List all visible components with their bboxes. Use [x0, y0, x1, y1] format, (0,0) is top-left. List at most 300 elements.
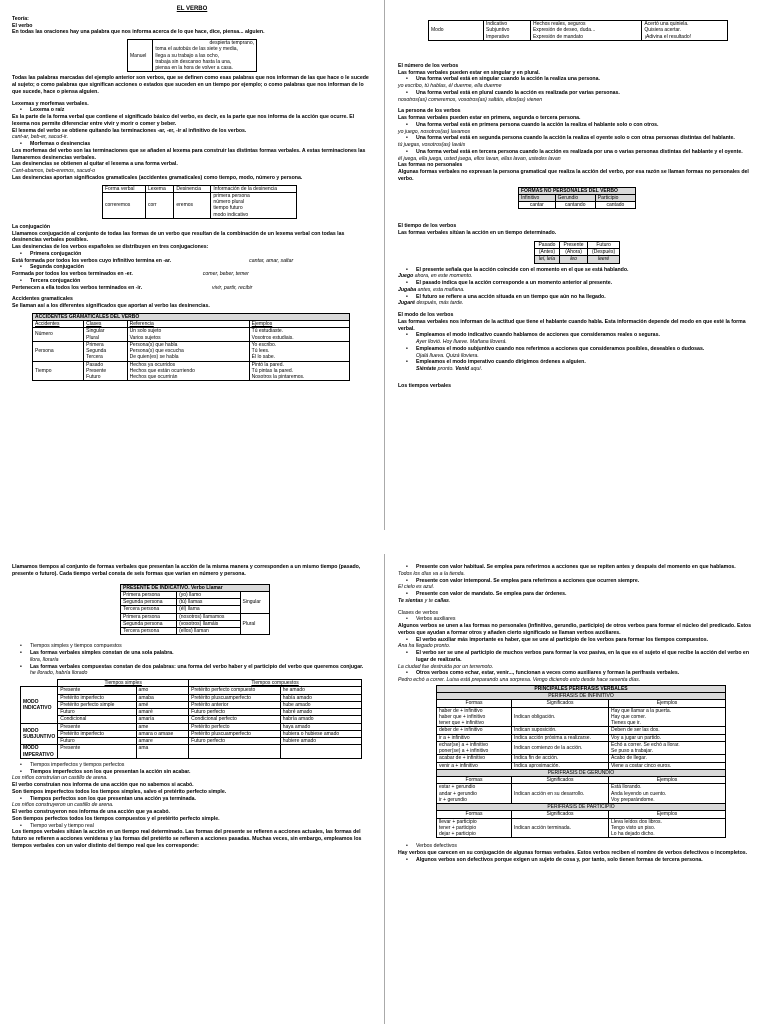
- acc-name: Persona: [33, 341, 84, 361]
- otros-bullet: • Otros verbos como echar, estar, venir..., funcionan a veces como auxiliares y forman la perífrasis verbales.: [398, 670, 756, 677]
- tiempo-cell: leeré: [588, 256, 620, 263]
- acc-ej: Tú estudiaste.: [251, 328, 284, 335]
- tense-name: Pretérito anterior: [189, 701, 281, 708]
- tense-form: hubiera o hubiese amado: [280, 730, 361, 737]
- perifrasis-col-header: Ejemplos: [609, 777, 726, 784]
- modo-desc: Expresión de deseo, duda...: [532, 27, 596, 34]
- tense-name: Presente: [58, 723, 136, 730]
- p4-example-1: Todos los días va a la tienda.: [398, 570, 466, 577]
- pres-forma: (tú) llamas: [177, 599, 240, 606]
- tiempos-table-body: [21, 687, 362, 759]
- tense-form: amaba: [136, 694, 189, 701]
- acc-col-header: Accidentes: [33, 321, 84, 328]
- t-example-1: [398, 273, 756, 280]
- intro-text: En todas las oraciones hay una palabra que nos informa acerca de lo que hace, dice, piensa... alguien.: [12, 29, 265, 36]
- per-heading: La persona de los verbos: [398, 108, 461, 115]
- manuel-table: [127, 39, 257, 72]
- cell-line: acabar de + infinitivo: [439, 755, 486, 762]
- acc-ej: Él lo sabe.: [251, 354, 275, 361]
- no-personales-table: [518, 187, 636, 210]
- lexema-text-2: El lexema del verbo se obtiene quitando las terminaciones -ar, -er, -ir al infinitivo de los verbos.: [12, 127, 247, 134]
- cell-line: Deben de ser las dos.: [611, 727, 660, 734]
- np-header: Infinitivo: [519, 194, 556, 201]
- cell-line: Acabo de llegar.: [611, 755, 647, 762]
- perifrasis-ejemplo: [609, 755, 726, 762]
- modo-table: [428, 20, 728, 41]
- cell-line: Hay que comer.: [611, 713, 647, 720]
- cell-line: echar(se) a + infinitivo: [439, 741, 489, 748]
- morfemas-example: Cant-abamos, beb-eremos, sacud-o: [12, 168, 96, 175]
- lexema-heading: • Lexema o raíz: [12, 107, 372, 114]
- page-divider: [384, 554, 385, 1024]
- table-row: [437, 755, 726, 762]
- perifrasis-col-header: Formas: [437, 777, 512, 784]
- conj2-example: comer, beber, temer: [202, 271, 249, 278]
- conj-text-2: Las desinencias de los verbos españoles se distribuyen en tres conjugaciones:: [12, 244, 209, 251]
- pres-forma: (ellos) llaman: [177, 628, 240, 635]
- cell-line: Tienes que ir.: [611, 720, 641, 726]
- tsc-example-2: he llorado, habría llorado: [30, 670, 88, 677]
- manuel-line: trabaja sin descanso hasta la una,: [155, 58, 232, 65]
- cell-line: Indica aproximación.: [514, 762, 560, 769]
- tip-text-2: Son tiempos imperfectos todos los tiempos simples, salvo el pretérito perfecto simple.: [12, 788, 227, 795]
- t-example-3: [398, 300, 756, 307]
- el-verbo-heading: El verbo: [12, 22, 33, 29]
- modo-name: Subjuntivo: [486, 27, 510, 34]
- p4-example-rest: y te: [423, 597, 435, 604]
- table-row: [21, 723, 362, 730]
- acc-col-header: Referencia: [127, 321, 249, 328]
- cell-line: Lo ha dejado dicho.: [611, 831, 655, 837]
- pres-persona: Primera persona: [121, 591, 177, 598]
- cell-line: Echó a correr. Se echó a llorar.: [611, 741, 680, 748]
- page-4: [386, 554, 768, 1024]
- acc-ref: Un solo sujeto: [129, 328, 162, 335]
- perifrasis-section-header: PERÍFRASIS DE PARTICIPIO: [437, 804, 726, 811]
- m-example-rest: pronto.: [436, 366, 456, 372]
- tense-name: Pretérito imperfecto: [58, 730, 136, 737]
- np-header: Gerundio: [555, 194, 595, 201]
- morfemas-text-3: Las desinencias aportan significados gramaticales (accidentes gramaticales) como tiempo, modo, número y persona.: [12, 174, 303, 181]
- ser-example: La ciudad fue destruida por un terremoto.: [398, 663, 494, 670]
- t-example-verb: Jugaré: [398, 300, 416, 307]
- page-2: [386, 0, 768, 530]
- perifrasis-ejemplo: [609, 707, 726, 727]
- conj1-heading: • Primera conjugación: [12, 251, 372, 258]
- forma-info-line: tiempo futuro: [213, 205, 243, 212]
- pres-persona: Primera persona: [121, 613, 177, 620]
- tense-name: Pretérito imperfecto: [58, 694, 136, 701]
- perifrasis-forma: [437, 727, 512, 734]
- page-gap: [0, 530, 768, 554]
- tiempo-header: Futuro: [588, 241, 620, 248]
- cell-line: haber que + infinitivo: [439, 713, 486, 720]
- tip-text-4: Son tiempos perfectos todos los tiempos compuestos y el pretérito perfecto simple.: [12, 815, 220, 822]
- tip-bullet-2: • Tiempos perfectos son los que presentan una acción ya terminada.: [12, 796, 372, 803]
- tip-example-2: Los niños construyeron un castillo de arena.: [12, 802, 114, 809]
- m-example-2: Ojalá llueva. Quizá lloviera.: [416, 352, 479, 359]
- forma-header: Desinencia: [174, 185, 211, 192]
- conj3-text: [12, 285, 372, 292]
- forma-info-line: modo indicativo: [213, 211, 249, 218]
- cell-line: llevar + participio: [439, 818, 477, 825]
- pres-forma: (nosotros) llamamos: [177, 613, 240, 620]
- tense-name: Pretérito perfecto: [189, 723, 281, 730]
- tip-example-1: Los niños construían un castillo de arena.: [12, 775, 108, 782]
- per-text: Las formas verbales pueden estar en primera, segunda o tercera persona.: [398, 115, 581, 121]
- perifrasis-col-header: Significados: [512, 777, 609, 784]
- tvr-heading: • Tiempo verbal y tiempo real: [12, 823, 372, 830]
- acc-ej: Pintó la pared.: [251, 361, 284, 368]
- para-1: Todas las palabras marcadas del ejemplo anterior son verbos, que se definen como esas palabras que nos informan de las que hace o le sucede al sujeto; o como palabras que significan acciones o estados que suceden en un tiempo por ejemplo; o como palabras que nos informan de lo que sucede, hace o piensa alguien.: [12, 75, 369, 95]
- t-example-2: [398, 287, 756, 294]
- modo-cell: MODO IMPERATIVO: [21, 745, 58, 759]
- peri-table-wrap: [436, 685, 756, 839]
- table-row: [437, 727, 726, 734]
- acc-ref: Persona(s) que habla: [129, 341, 178, 348]
- acc-heading: Accidentes gramaticales: [12, 296, 73, 303]
- morfemas-text-2: Las desinencias se obtienen al quitar el lexema a una forma verbal.: [12, 161, 178, 168]
- tense-form: [280, 745, 361, 759]
- perifrasis-significado: [512, 762, 609, 769]
- t-example-verb: Juego: [398, 273, 414, 280]
- acc-clase: Presente: [86, 367, 107, 374]
- tip-text-1: El verbo construían nos informa de una acción que no sabemos si acabó.: [12, 782, 194, 788]
- perifrasis-ejemplo: [609, 762, 726, 769]
- teoria-label: Teoría:: [12, 15, 29, 22]
- tense-form: haya amado: [280, 723, 361, 730]
- perifrasis-section-header: PERÍFRASIS DE GERUNDIO: [437, 769, 726, 776]
- p4-bullet-2: • Presente con valor intemporal. Se emplea para referirnos a acciones que ocurren siempre.: [398, 578, 756, 585]
- haber-example: Ana ha llegado pronto.: [398, 643, 451, 650]
- table-row: [21, 738, 362, 745]
- def-heading: • Verbos defectivos: [398, 843, 756, 850]
- lexema-example: cant-ar, beb-er, sacud-ir.: [12, 134, 69, 141]
- forma-header: Lexema: [145, 185, 173, 192]
- acc-ej: Yo escribo.: [251, 341, 277, 348]
- manuel-line: toma el autobús de las siete y media,: [155, 46, 238, 53]
- tense-name: Pretérito pluscuamperfecto: [189, 730, 281, 737]
- acc-clase: Tercera: [86, 354, 103, 361]
- tiempo-sub: (Después): [588, 249, 620, 256]
- manuel-lines: [153, 40, 257, 72]
- acc-ref: Hechos que ocurrirán: [129, 374, 178, 381]
- nopers-text: Algunas formas verbales no expresan la persona gramatical que realiza la acción del verbo, por esa razón se llaman formas no personales del verbo.: [398, 169, 749, 182]
- m-example-rest: aquí.: [469, 366, 483, 372]
- tsc-bullet-2: • Las formas verbales compuestas constan de dos palabras: una forma del verbo haber y el participio del verbo que queremos conjugar.: [12, 664, 372, 671]
- acc-clase: Futuro: [86, 374, 101, 381]
- table-row: [437, 784, 726, 804]
- cell-line: poner(se) a + infinitivo: [439, 748, 489, 754]
- np-cell: cantar: [519, 202, 556, 209]
- modo-ej: Quisiera acertar.: [644, 27, 682, 34]
- aux-heading: • Verbos auxiliares: [398, 616, 756, 623]
- def-bullet: • Algunos verbos son defectivos porque exigen un sujeto de cosa y, por tanto, solo tienen formas de tercera persona.: [398, 857, 756, 864]
- cell-line: Indican suposición.: [514, 727, 557, 734]
- tense-name: Pretérito perfecto simple: [58, 701, 136, 708]
- conj2-desc: Formada por todos los verbos terminados en -er.: [12, 271, 133, 278]
- aux-text: Algunos verbos se unen a las formas no personales (infinitivo, gerundio, participio) de otros verbos para formar el núcleo del predicado. Estos verbos que ayudan a formar otros y añaden cierto significado se llaman verbos auxiliares.: [398, 623, 752, 636]
- forma-info: [211, 192, 297, 218]
- perifrasis-col-header: Ejemplos: [609, 811, 726, 818]
- conj2-text: [12, 271, 372, 278]
- cell-line: Indican acción en su desarrollo.: [514, 790, 585, 797]
- cell-line: ir + gerundio: [439, 796, 467, 803]
- manuel-line: piensa en la hora de volver a casa.: [155, 65, 233, 72]
- forma-verbal-table: [102, 185, 297, 219]
- tense-name: Presente: [58, 745, 136, 759]
- tense-name: Presente: [58, 687, 136, 694]
- cell-line: Tengo visto un piso.: [611, 824, 656, 831]
- table-row: [21, 709, 362, 716]
- perifrasis-ejemplo: [609, 818, 726, 838]
- tense-form: amara o amase: [136, 730, 189, 737]
- perifrasis-significado: [512, 818, 609, 838]
- per-bullet-3: • Una forma verbal está en tercera persona cuando la acción es realizada por una o varias personas distintas del hablante y el oyente.: [398, 149, 756, 156]
- perifrasis-section-header: PRINCIPALES PERÍFRASIS VERBALES: [437, 685, 726, 692]
- tense-form: amaría: [136, 716, 189, 723]
- page-1: [0, 0, 384, 530]
- np-cell: cantado: [595, 202, 635, 209]
- acc-ref: Varios sujetos: [129, 334, 161, 341]
- m-example-3: [398, 366, 756, 373]
- cell-line: Anda leyendo un cuento.: [611, 790, 667, 797]
- pres-persona: Tercera persona: [121, 628, 177, 635]
- tense-form: hubiere amado: [280, 738, 361, 745]
- perifrasis-col-header: Ejemplos: [609, 700, 726, 707]
- morfemas-text-1: Los morfemas del verbo son las terminaciones que se añaden al lexema para construir las distintas formas verbales. A estas terminaciones las llamaremos desinencias verbales.: [12, 147, 366, 161]
- per-example-1: yo juego, nosotros(as) lavamos: [398, 128, 471, 135]
- tense-form: había amado: [280, 694, 361, 701]
- tense-form: ame: [136, 723, 189, 730]
- m-bullet-2: • Empleamos el modo subjuntivo cuando nos referimos a acciones que consideramos posibles, deseables o dudosas.: [398, 346, 756, 353]
- tense-name: Futuro perfecto: [189, 709, 281, 716]
- per-bullet-2: • Una forma verbal está en segunda persona cuando la acción la realiza el oyente solo o con otras personas distintas del hablante.: [398, 135, 756, 142]
- forma-header: Forma verbal: [103, 185, 146, 192]
- p4-bullet-1: • Presente con valor habitual. Se emplea para referirnos a acciones que se repiten antes y después del momento en que hablamos.: [398, 564, 756, 571]
- perifrasis-significado: [512, 707, 609, 727]
- modo-cell: MODO SUBJUNTIVO: [21, 723, 58, 745]
- tense-name: Futuro perfecto: [189, 738, 281, 745]
- num-heading: El número de los verbos: [398, 62, 459, 69]
- table-row: [21, 701, 362, 708]
- tv-heading: Los tiempos verbales: [398, 382, 452, 389]
- per-example-2: tú juegas, vosotros(as) laváis: [398, 142, 466, 148]
- perifrasis-col-header: Formas: [437, 811, 512, 818]
- cell-line: Voy a jugar un partido.: [611, 734, 662, 741]
- tiempos-table: [20, 679, 362, 759]
- perifrasis-forma: [437, 741, 512, 755]
- def-text: Hay verbos que carecen en su conjugación de algunas formas verbales. Estos verbos reciben el nombre de verbos defectivos o incompletos.: [398, 850, 748, 856]
- cell-line: Indica acción próxima a realizarse.: [514, 734, 591, 741]
- conj3-example: vivir, partir, recibir: [212, 284, 253, 291]
- tsc-heading: • Tiempos simples y tiempos compuestos: [12, 643, 372, 650]
- num-bullet-2: • Una forma verbal está en plural cuando la acción es realizada por varias personas.: [398, 90, 756, 97]
- perifrasis-forma: [437, 818, 512, 838]
- pres-persona: Segunda persona: [121, 620, 177, 627]
- perifrasis-table: [436, 685, 726, 839]
- cell-line: Se puso a trabajar.: [611, 748, 653, 754]
- modo-name: Indicativo: [486, 21, 508, 27]
- pres-forma: (él) llama: [177, 606, 240, 613]
- perifrasis-table-body: [437, 685, 726, 838]
- perifrasis-ejemplo: [609, 727, 726, 734]
- tiempos-simples-header: Tiempos simples: [58, 680, 189, 687]
- perifrasis-forma: [437, 734, 512, 741]
- tense-form: habría amado: [280, 716, 361, 723]
- table-row: [437, 734, 726, 741]
- modo-cell: MODO INDICATIVO: [21, 687, 58, 723]
- pres-persona: Tercera persona: [121, 606, 177, 613]
- table-row: [21, 716, 362, 723]
- manuel-example: [12, 39, 372, 72]
- tiempos-compuestos-header: Tiempos compuestos: [189, 680, 362, 687]
- pres-caption: PRESENTE DE INDICATIVO. Verbo Llamar: [121, 584, 270, 591]
- m-bullet-1: • Empleamos el modo indicativo cuando hablamos de acciones que consideramos reales o seguras.: [398, 332, 756, 339]
- pres-numero: Singular: [240, 591, 269, 613]
- acc-clase: Primera: [86, 341, 104, 348]
- tense-form: amare: [136, 738, 189, 745]
- big-table-wrap: [20, 679, 372, 759]
- conj-heading: La conjugación: [12, 223, 51, 230]
- manuel-line: despierta temprano,: [209, 40, 254, 47]
- p4-example-verb: callas: [434, 597, 449, 604]
- perifrasis-ejemplo: [609, 734, 726, 741]
- table-row: [21, 694, 362, 701]
- np-header: Participio: [595, 194, 635, 201]
- clases-heading: Clases de verbos: [398, 609, 439, 616]
- tiempo-cell: leo: [559, 256, 587, 263]
- acc-col-header: Ejemplos: [249, 321, 349, 328]
- tense-name: Condicional: [58, 716, 136, 723]
- table-row: [33, 328, 350, 342]
- cell-line: Está llorando.: [611, 784, 642, 791]
- tiempo-text: Las formas verbales sitúan la acción en un tiempo determinado.: [398, 230, 557, 236]
- table-row: [21, 745, 362, 759]
- p4-bullet-3: • Presente con valor de mandato. Se emplea para dar órdenes.: [398, 591, 756, 598]
- cell-line: Indican comienzo de la acción.: [514, 744, 583, 751]
- modo-ej: Acertó una quiniela.: [644, 21, 689, 27]
- tiempo-sub: (Antes): [535, 249, 560, 256]
- t-example-rest: antes, esta mañana.: [416, 286, 465, 293]
- p4-example-2: El cielo es azul.: [398, 584, 435, 591]
- perifrasis-forma: [437, 755, 512, 762]
- np-caption: FORMAS NO PERSONALES DEL VERBO: [519, 187, 636, 194]
- perifrasis-significado: [512, 727, 609, 734]
- tiempo-table: [534, 241, 620, 264]
- num-example-2: nosotros(as) comeremos, vosotros(as) saltáis, ellos(as) vienen: [398, 96, 543, 103]
- tiempo-header: Presente: [559, 241, 587, 248]
- num-text: Las formas verbales pueden estar en singular y en plural.: [398, 69, 540, 76]
- conj3-desc: Pertenecen a ella todos los verbos terminados en -ir.: [12, 284, 143, 291]
- forma-info-line: primera persona: [213, 192, 250, 199]
- forma-cell: corr: [145, 192, 173, 218]
- perifrasis-col-header: Formas: [437, 700, 512, 707]
- cell-line: haber de + infinitivo: [439, 707, 483, 714]
- cell-line: tener + participio: [439, 824, 477, 831]
- cell-line: ir a + infinitivo: [439, 734, 470, 741]
- m-example-verb: Siéntate: [416, 366, 437, 372]
- tip-heading: • Tiempos imperfectos y tiempos perfectos: [12, 762, 372, 769]
- manuel-line: llega a su trabajo a las ocho,: [155, 52, 219, 59]
- acc-ref: Persona(s) que escucha: [129, 348, 184, 355]
- tvr-text: Los tiempos verbales sitúan la acción en un tiempo real determinado. Las formas del presente se refieren a acciones actuales, las formas del futuro se refieren a acciones venideras y las formas del pretérito se refieren a acciones pasadas. Muchas veces, sin embargo, empleamos los tiempos verbales con un valor distinto del tiempo real que les corresponde:: [12, 829, 362, 849]
- otros-example: Pedro echó a correr. Luisa está preparando una sorpresa. Vengo diciendo esto desde hace sesenta días.: [398, 677, 641, 683]
- tense-form: ama: [136, 745, 189, 759]
- table-row: [33, 361, 350, 381]
- modo-desc: Hechos reales, seguros: [532, 21, 586, 27]
- tsc-bullet-1: • Las formas verbales simples constan de una sola palabra.: [12, 650, 372, 657]
- tense-form: habré amado: [280, 709, 361, 716]
- perifrasis-significado: [512, 741, 609, 755]
- conj1-text: [12, 258, 372, 265]
- tiempo-header: Pasado: [535, 241, 560, 248]
- t-bullet-1: • El presente señala que la acción coincide con el momento en el que se está hablando.: [398, 267, 756, 274]
- np-cell: cantando: [555, 202, 595, 209]
- tense-name: Condicional perfecto: [189, 716, 281, 723]
- per-bullet-1: • Una forma verbal está en primera persona cuando la acción la realiza el hablante solo o con otros.: [398, 122, 756, 129]
- tense-name: Futuro: [58, 738, 136, 745]
- tsc-example-1: llora, lloraría: [30, 656, 59, 663]
- p3-intro: Llamamos tiempos al conjunto de formas verbales que presentan la acción de la misma manera y corresponden a un mismo tiempo (pasado, presente o futuro). Cada tiempo verbal consta de seis formas que varían en número y persona.: [12, 564, 361, 577]
- cell-line: Indican acción terminada.: [514, 824, 571, 831]
- perifrasis-col-header: Significados: [512, 700, 609, 707]
- cell-line: estar + gerundio: [439, 784, 476, 791]
- p4-example-3: [398, 598, 756, 605]
- np-table-wrap: [518, 187, 756, 210]
- table-row: [437, 707, 726, 727]
- acc-ej: Nosotros la pintaremos.: [251, 374, 305, 381]
- forma-cell: eremos: [174, 192, 211, 218]
- cell-line: venir a + infinitivo: [439, 762, 478, 769]
- perifrasis-significado: [512, 784, 609, 804]
- tense-form: he amado: [280, 687, 361, 694]
- acc-ref: De quien(es) se habla: [129, 354, 179, 361]
- modo-heading: El modo de los verbos: [398, 312, 454, 318]
- cell-line: dejar + participio: [439, 831, 476, 837]
- tense-name: Pretérito pluscuamperfecto: [189, 694, 281, 701]
- lexema-text-1: Es la parte de la forma verbal que contiene el significado básico del verbo, es decir, es la parte que nos informa de la acción que ocurre. El lexema nos permite diferenciar entre vivir y morir o comer y beber.: [12, 114, 355, 127]
- perifrasis-forma: [437, 707, 512, 727]
- tip-bullet-1: • Tiempos imperfectos son los que presentan la acción sin acabar.: [12, 769, 372, 776]
- modo-desc: Expresión de mandato: [532, 33, 583, 40]
- acc-ref: Hechos ya ocurridos: [129, 361, 176, 368]
- conj-text-1: Llamamos conjugación al conjunto de todas las formas de un verbo que resultan de la combinación de un lexema verbal con todas las desinencias verbales posibles.: [12, 230, 345, 244]
- pres-numero: Plural: [240, 613, 269, 635]
- tiempo-sub: (Ahora): [559, 249, 587, 256]
- table-row: [21, 687, 362, 694]
- t-bullet-3: • El futuro se refiere a una acción situada en un tiempo que aún no ha llegado.: [398, 294, 756, 301]
- modo-label: Modo: [429, 21, 484, 41]
- m-example-verb: Venid: [455, 366, 470, 372]
- tense-name: Pretérito perfecto compuesto: [189, 687, 281, 694]
- tiempo-cell: leí, leía: [535, 256, 560, 263]
- t-example-rest: después, más tarde.: [415, 300, 464, 307]
- haber-bullet: • El verbo auxiliar más importante es haber, que se une al participio de los verbos para formar los tiempos compuestos.: [398, 637, 756, 644]
- pres-table-wrap: [120, 584, 372, 636]
- cell-line: Indican obligación.: [514, 713, 556, 720]
- forma-table-wrap: [102, 185, 372, 219]
- cell-line: Indica fin de acción.: [514, 755, 559, 762]
- acc-ej: Tú lees.: [251, 348, 270, 355]
- acc-clase: Segunda: [86, 348, 107, 355]
- cell-line: Hay que llamar a la puerta.: [611, 707, 672, 714]
- perifrasis-forma: [437, 762, 512, 769]
- ser-bullet: • El verbo ser se une al participio de muchos verbos para formar la voz pasiva, en la que es el sujeto el que recibe la acción del verbo en lugar de realizarla.: [398, 650, 756, 664]
- table-row: [437, 741, 726, 755]
- cell-line: Voy preparándome.: [611, 796, 655, 803]
- acc-clase: Plural: [86, 334, 99, 341]
